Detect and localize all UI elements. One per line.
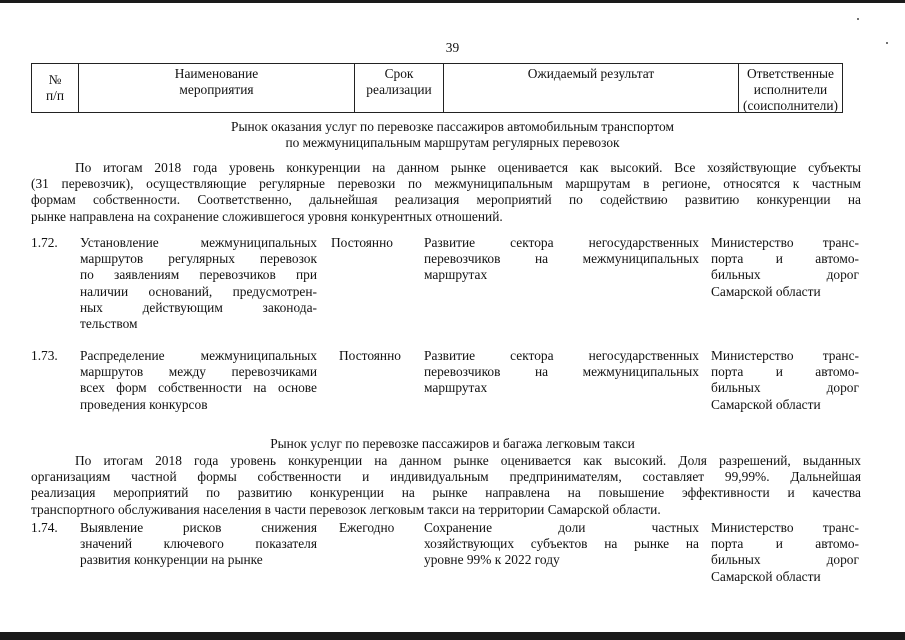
cell-line: проведения конкурсов [80, 396, 208, 412]
cell-line: Самарской области [711, 283, 821, 299]
paragraph-line: транспортного обслуживания населения в части перевозок легковым такси на территории Самарской области. [31, 501, 661, 517]
cell-line: Самарской области [711, 568, 821, 584]
row-name [80, 348, 317, 413]
cell-line: по заявлениям перевозчиков при [80, 267, 317, 283]
cell-line: Министерство транс- [711, 348, 859, 363]
cell-line: хозяйствующих субъектов на рынке на [424, 536, 699, 552]
cell-line: Распределение межмуниципальных [80, 348, 317, 363]
header-text: Ответственные [747, 66, 834, 81]
cell-line: бильных дорог [711, 380, 859, 396]
scan-top-border [0, 0, 905, 3]
header-col-term [355, 64, 443, 112]
header-text: мероприятия [179, 82, 254, 98]
cell-line: перевозчиков на межмуниципальных [424, 364, 699, 380]
cell-line: ных действующим законода- [80, 299, 317, 315]
row-name [80, 235, 317, 332]
header-text: исполнители [753, 82, 828, 98]
section-title [0, 119, 905, 151]
cell-line: Сохранение доли частных [424, 520, 699, 535]
paragraph-line: По итогам 2018 года уровень конкуренции на данном рынке оценивается как высокий. Доля разрешений, выданных [75, 453, 861, 468]
row-responsible [711, 348, 859, 413]
section-intro [31, 160, 861, 225]
cell-line: порта и автомо- [711, 536, 859, 552]
header-col-responsible [739, 64, 842, 112]
cell-line: маршрутов регулярных перевозок [80, 251, 317, 267]
section-title: Рынок услуг по перевозке пассажиров и багажа легковым такси [270, 436, 635, 451]
scan-bottom-border [0, 632, 905, 640]
cell-line: Министерство транс- [711, 520, 859, 535]
cell-line: маршрутах [424, 267, 488, 283]
cell-line: значений ключевого показателя [80, 536, 317, 552]
cell-line: бильных дорог [711, 267, 859, 283]
paragraph-line: организациям частной формы собственности и индивидуальным предпринимателям, составляет 99,99%. Дальнейшая [31, 469, 861, 485]
paragraph-line: По итогам 2018 года уровень конкуренции на данном рынке оценивается как высокий. Все хозяйствующие субъекты [75, 160, 861, 175]
row-result [424, 520, 699, 569]
row-number: 1.73. [31, 348, 58, 363]
cell-line: маршрутах [424, 380, 488, 396]
header-text: Срок [384, 66, 414, 81]
paragraph-line: (31 перевозчик), осуществляющие регулярные перевозки по межмуниципальным маршрутам в регионе, относятся к частным [31, 176, 861, 192]
cell-line: бильных дорог [711, 552, 859, 568]
cell-line: тельством [80, 316, 138, 332]
row-result [424, 235, 699, 284]
cell-line: наличии оснований, предусмотрен- [80, 283, 317, 299]
header-text: Наименование [174, 66, 259, 81]
section-intro [31, 453, 861, 518]
cell-line: маршрутов между перевозчиками [80, 364, 317, 380]
cell-line: Министерство транс- [711, 235, 859, 250]
header-text: (соисполнители) [742, 98, 838, 114]
header-col-result [444, 64, 738, 112]
cell-line: развития конкуренции на рынке [80, 552, 263, 568]
section-title-line: Рынок оказания услуг по перевозке пассажиров автомобильным транспортом [231, 119, 674, 134]
header-text: п/п [45, 88, 65, 104]
row-number: 1.72. [31, 235, 58, 250]
cell-line: Выявление рисков снижения [80, 520, 317, 535]
row-number: 1.74. [31, 520, 58, 535]
page-number: 39 [445, 40, 460, 55]
scan-speck [857, 18, 859, 20]
paragraph-line: формам собственности. Соответственно, дальнейшая реализация мероприятий по содействию развитию конкуренции на [31, 192, 861, 208]
row-result [424, 348, 699, 397]
row-term: Постоянно [339, 348, 401, 363]
header-text: реализации [366, 82, 432, 98]
row-term: Постоянно [331, 235, 393, 250]
header-text: Ожидаемый результат [527, 66, 655, 81]
paragraph-line: реализация мероприятий по развитию конкуренции на рынке направлена на повышение эффективности и качества [31, 485, 861, 501]
cell-line: Развитие сектора негосударственных [424, 348, 699, 363]
header-text: № [48, 72, 62, 87]
cell-line: порта и автомо- [711, 364, 859, 380]
row-name [80, 520, 317, 569]
header-col-number [32, 64, 78, 112]
cell-line: Установление межмуниципальных [80, 235, 317, 250]
row-term: Ежегодно [339, 520, 395, 535]
section-title-line: по межмуниципальным маршрутам регулярных перевозок [285, 135, 620, 151]
cell-line: всех форм собственности на основе [80, 380, 317, 396]
cell-line: порта и автомо- [711, 251, 859, 267]
header-col-name [79, 64, 354, 112]
row-responsible [711, 235, 859, 300]
cell-line: уровне 99% к 2022 году [424, 552, 560, 568]
paragraph-line: рынке направлена на сохранение сложившегося уровня конкурентных отношений. [31, 208, 503, 224]
cell-line: перевозчиков на межмуниципальных [424, 251, 699, 267]
cell-line: Самарской области [711, 396, 821, 412]
row-responsible [711, 520, 859, 585]
table-header [31, 63, 843, 113]
cell-line: Развитие сектора негосударственных [424, 235, 699, 250]
